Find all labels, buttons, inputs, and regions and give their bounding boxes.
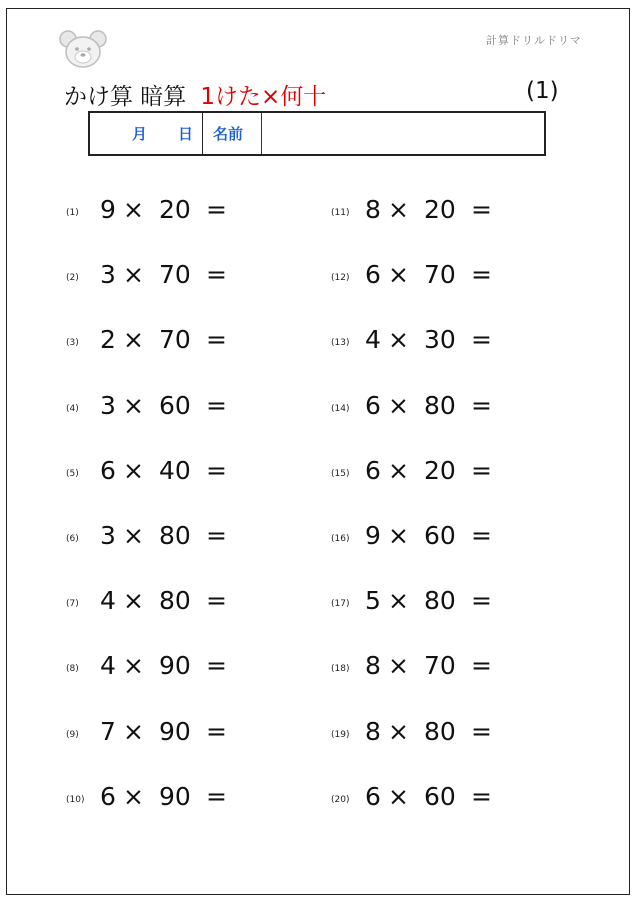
- times-sign: ×: [388, 325, 409, 355]
- operand-b: 70: [159, 260, 191, 290]
- times-sign: ×: [388, 651, 409, 681]
- times-sign: ×: [388, 781, 409, 811]
- problem-number: (8): [66, 664, 79, 675]
- bear-logo-icon: [57, 28, 109, 70]
- times-sign: ×: [123, 521, 144, 550]
- equals-sign[interactable]: =: [206, 716, 227, 746]
- problem-number: (14): [331, 403, 350, 414]
- problem-number: (1): [66, 208, 79, 218]
- operand-b: 80: [159, 586, 191, 616]
- times-sign: ×: [123, 195, 144, 224]
- title-main: かけ算 暗算: [64, 84, 187, 110]
- operand-a: 6: [100, 455, 116, 485]
- operand-a: 8: [365, 195, 381, 224]
- equals-sign[interactable]: =: [471, 325, 492, 355]
- problem-number: (7): [66, 599, 79, 610]
- times-sign: ×: [123, 455, 144, 485]
- operand-a: 5: [365, 586, 381, 616]
- operand-b: 80: [424, 390, 456, 420]
- times-sign: ×: [388, 195, 409, 224]
- times-sign: ×: [388, 716, 409, 746]
- times-sign: ×: [388, 521, 409, 550]
- operand-b: 80: [424, 716, 456, 746]
- operand-a: 4: [100, 651, 116, 681]
- set-number: (1): [526, 78, 559, 104]
- equals-sign[interactable]: =: [471, 260, 492, 290]
- equals-sign[interactable]: =: [471, 781, 492, 811]
- operand-b: 70: [159, 325, 191, 355]
- problem-number: (6): [66, 534, 79, 544]
- operand-a: 6: [365, 455, 381, 485]
- times-sign: ×: [123, 325, 144, 355]
- times-sign: ×: [123, 781, 144, 811]
- problem-number: (5): [66, 468, 79, 479]
- operand-b: 20: [424, 195, 456, 224]
- problem-number: (16): [331, 534, 350, 544]
- equals-sign[interactable]: =: [206, 325, 227, 355]
- operand-b: 20: [424, 455, 456, 485]
- operand-b: 60: [424, 781, 456, 811]
- equals-sign[interactable]: =: [206, 390, 227, 420]
- name-label: 名前: [203, 113, 262, 154]
- operand-a: 3: [100, 390, 116, 420]
- times-sign: ×: [388, 390, 409, 420]
- brand-label: 計算ドリルドリマ: [486, 34, 582, 47]
- problem-number: (20): [331, 794, 350, 805]
- operand-b: 30: [424, 325, 456, 355]
- title-sub: 1けた×何十: [200, 84, 327, 110]
- equals-sign[interactable]: =: [206, 455, 227, 485]
- times-sign: ×: [388, 260, 409, 290]
- operand-b: 80: [159, 521, 191, 550]
- operand-a: 4: [100, 586, 116, 616]
- operand-b: 90: [159, 781, 191, 811]
- equals-sign[interactable]: =: [206, 586, 227, 616]
- equals-sign[interactable]: =: [471, 455, 492, 485]
- operand-a: 2: [100, 325, 116, 355]
- equals-sign[interactable]: =: [206, 521, 227, 550]
- operand-b: 80: [424, 586, 456, 616]
- times-sign: ×: [123, 716, 144, 746]
- operand-a: 6: [365, 260, 381, 290]
- times-sign: ×: [123, 260, 144, 290]
- problem-number: (19): [331, 729, 350, 740]
- name-field[interactable]: [262, 113, 544, 154]
- operand-b: 60: [424, 521, 456, 550]
- times-sign: ×: [123, 390, 144, 420]
- operand-b: 60: [159, 390, 191, 420]
- problem-number: (12): [331, 273, 350, 284]
- operand-b: 70: [424, 651, 456, 681]
- problem-number: (15): [331, 468, 350, 479]
- problem-number: (17): [331, 599, 350, 610]
- equals-sign[interactable]: =: [206, 195, 227, 224]
- times-sign: ×: [388, 586, 409, 616]
- name-date-box: [88, 111, 546, 156]
- operand-a: 4: [365, 325, 381, 355]
- month-label: 月: [132, 125, 148, 143]
- operand-b: 70: [424, 260, 456, 290]
- equals-sign[interactable]: =: [471, 390, 492, 420]
- problem-number: (9): [66, 729, 79, 740]
- problem-number: (13): [331, 338, 350, 349]
- operand-a: 3: [100, 260, 116, 290]
- equals-sign[interactable]: =: [206, 260, 227, 290]
- times-sign: ×: [123, 586, 144, 616]
- equals-sign[interactable]: =: [471, 195, 492, 224]
- equals-sign[interactable]: =: [471, 586, 492, 616]
- equals-sign[interactable]: =: [471, 521, 492, 550]
- operand-a: 6: [100, 781, 116, 811]
- equals-sign[interactable]: =: [471, 716, 492, 746]
- problem-number: (10): [66, 794, 85, 805]
- equals-sign[interactable]: =: [206, 651, 227, 681]
- operand-a: 9: [100, 195, 116, 224]
- operand-a: 8: [365, 716, 381, 746]
- operand-b: 40: [159, 455, 191, 485]
- problem-number: (18): [331, 664, 350, 675]
- equals-sign[interactable]: =: [471, 651, 492, 681]
- day-label: 日: [178, 125, 194, 143]
- operand-a: 3: [100, 521, 116, 550]
- operand-b: 90: [159, 716, 191, 746]
- operand-a: 9: [365, 521, 381, 550]
- equals-sign[interactable]: =: [206, 781, 227, 811]
- operand-a: 7: [100, 716, 116, 746]
- page-title: [64, 78, 326, 111]
- problem-number: (4): [66, 403, 79, 414]
- problem-number: (11): [331, 208, 350, 218]
- operand-a: 6: [365, 390, 381, 420]
- operand-a: 6: [365, 781, 381, 811]
- times-sign: ×: [123, 651, 144, 681]
- times-sign: ×: [388, 455, 409, 485]
- date-field[interactable]: [90, 113, 203, 154]
- problem-number: (3): [66, 338, 79, 349]
- operand-a: 8: [365, 651, 381, 681]
- operand-b: 90: [159, 651, 191, 681]
- problem-number: (2): [66, 273, 79, 284]
- operand-b: 20: [159, 195, 191, 224]
